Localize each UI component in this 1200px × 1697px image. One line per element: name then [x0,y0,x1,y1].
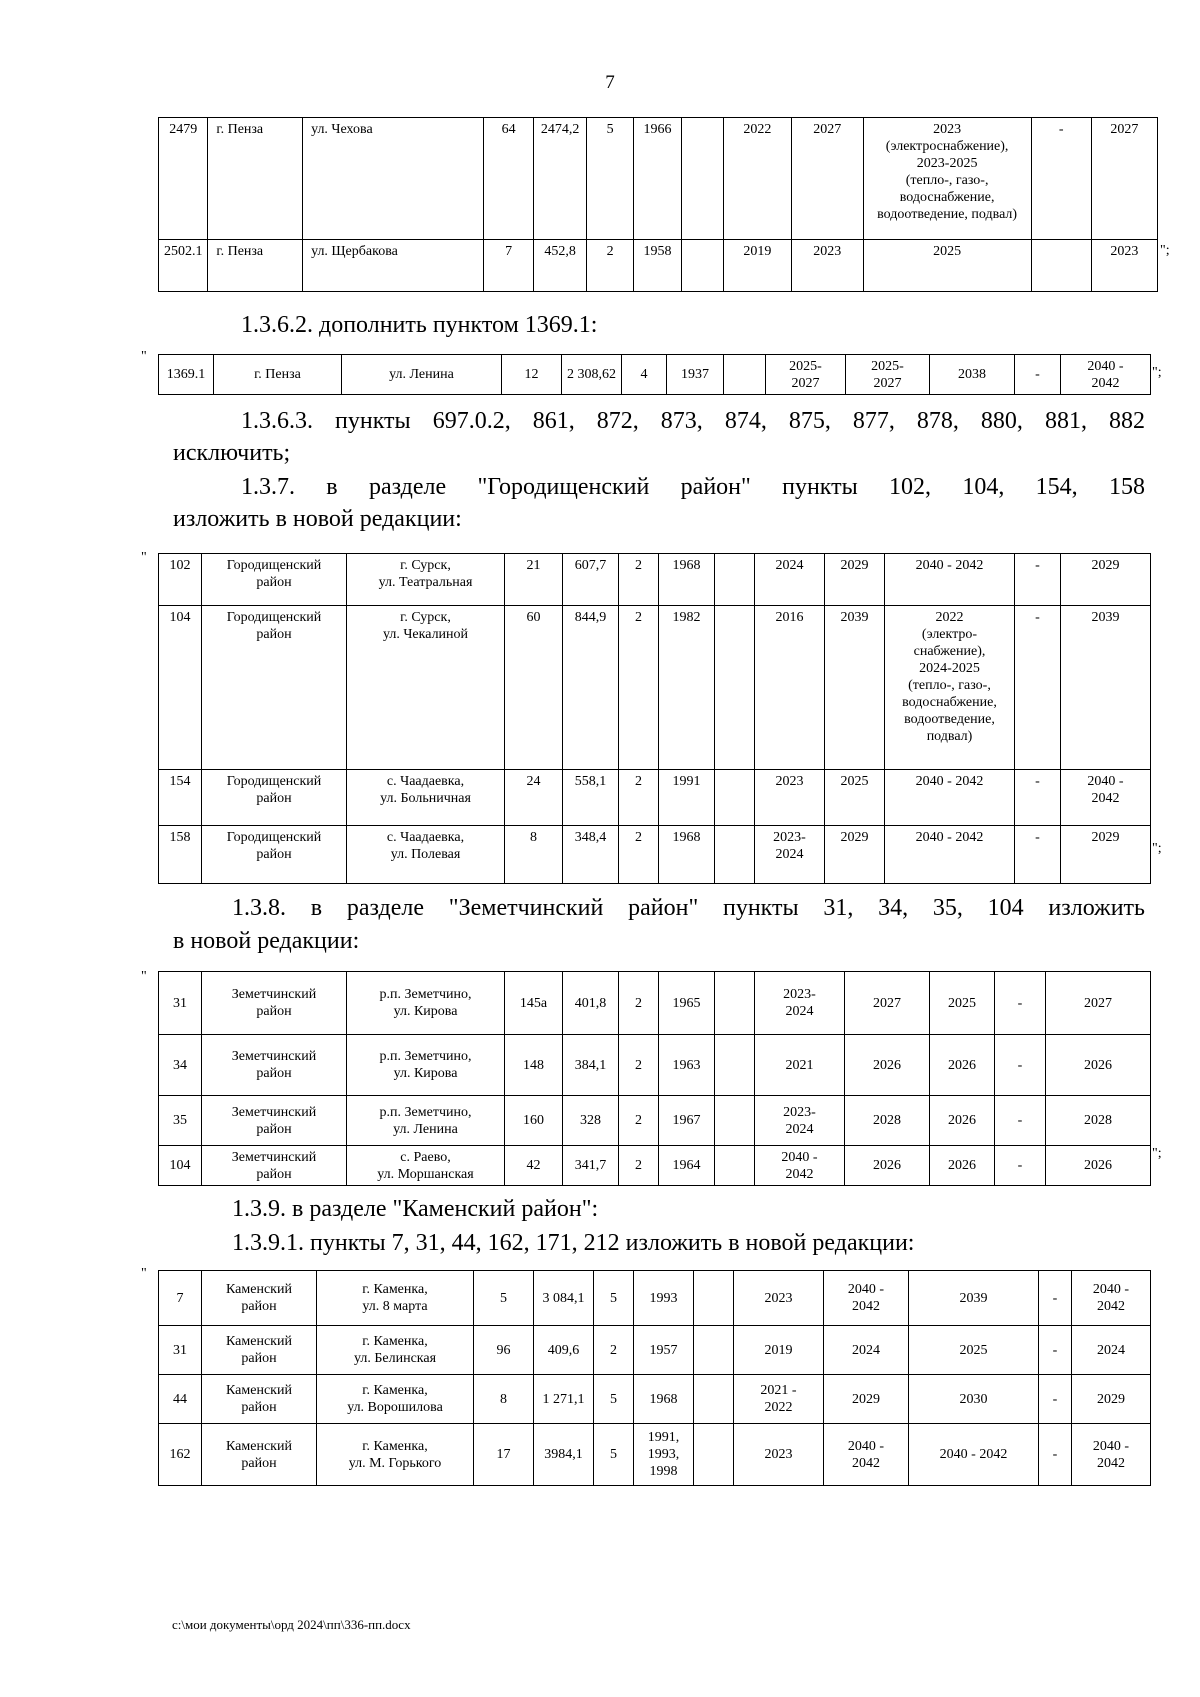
open-quote-mark: " [141,550,147,565]
table-cell: 145а [505,972,563,1035]
paragraph-1-3-7-continued: изложить в новой редакции: [173,506,462,532]
table-cell: 44 [159,1375,202,1424]
table-cell: 17 [474,1424,534,1486]
table-cell: 1968 [659,554,715,606]
table-cell: 21 [505,554,563,606]
table-cell: 1958 [634,240,681,292]
table-cell: Земетчинский район [202,1096,347,1146]
table-cell: 2021 [755,1035,845,1096]
table-cell: 31 [159,972,202,1035]
table-cell: 607,7 [563,554,619,606]
table-cell: - [1015,826,1061,884]
table-row [159,118,1158,240]
table-cell: 2027 [1091,118,1157,240]
table-cell: - [1015,554,1061,606]
table-cell: 2040 - 2042 [885,770,1015,826]
table-cell: г. Каменка, ул. 8 марта [317,1271,474,1326]
table-cell [724,355,766,395]
table-cell: 2024 [824,1326,909,1375]
table-cell: 2023 [734,1271,824,1326]
table-cell: 3 084,1 [534,1271,594,1326]
table-cell: 1 271,1 [534,1375,594,1424]
table-cell: 2029 [825,826,885,884]
table-cell: 2039 [825,606,885,770]
footer-file-path: c:\мои документы\орд 2024\пп\336-пп.docx [172,1617,411,1632]
table-cell: Городищенский район [202,770,347,826]
table-cell: 7 [483,240,533,292]
table-cell: 34 [159,1035,202,1096]
table-cell: 2026 [930,1146,995,1186]
table-cell: 2040 - 2042 [1061,355,1151,395]
table-cell: Городищенский район [202,826,347,884]
open-quote-mark: " [141,1266,147,1281]
table-cell: 2040 - 2042 [755,1146,845,1186]
table-cell: 31 [159,1326,202,1375]
close-quote-mark: "; [1160,243,1170,258]
table-cell: 2023 [792,240,864,292]
table-cell: 2025 [863,240,1031,292]
table-cell: 160 [505,1096,563,1146]
table-cell: 2022 [723,118,791,240]
table-cell: 3984,1 [534,1424,594,1486]
table-cell: 7 [159,1271,202,1326]
table-cell: 2025- 2027 [846,355,930,395]
table-cell: - [995,1096,1046,1146]
table-row [159,1375,1151,1424]
table-cell [681,118,723,240]
table-cell: 2028 [845,1096,930,1146]
close-quote-mark: "; [1152,365,1162,380]
paragraph-1-3-9-1: 1.3.9.1. пункты 7, 31, 44, 162, 171, 212 изложить в новой редакции: [232,1230,915,1256]
table-cell: г. Сурск, ул. Театральная [347,554,505,606]
table-cell: 64 [483,118,533,240]
table-cell: - [1031,118,1091,240]
table-row [159,826,1151,884]
table-cell: 1965 [659,972,715,1035]
table-cell: г. Каменка, ул. Ворошилова [317,1375,474,1424]
table-cell: 2 [619,770,659,826]
table-row [159,606,1151,770]
table-cell: 2040 - 2042 [885,826,1015,884]
table-cell: 2023- 2024 [755,826,825,884]
table-cell: 2039 [909,1271,1039,1326]
table-cell: Каменский район [202,1271,317,1326]
table-cell: 2 [594,1326,634,1375]
open-quote-mark: " [141,969,147,984]
table-cell: 2027 [845,972,930,1035]
table-cell: - [995,1146,1046,1186]
table-cell: 1369.1 [159,355,214,395]
table-cell: 2026 [845,1146,930,1186]
table-cell: - [1039,1424,1072,1486]
table-cell: 2025 [930,972,995,1035]
table-cell: 2019 [723,240,791,292]
table-cell: 8 [474,1375,534,1424]
table-cell: 2040 - 2042 [1072,1424,1151,1486]
table-cell: 2024 [755,554,825,606]
close-quote-mark: "; [1152,1146,1162,1161]
table-cell: 2040 - 2042 [1072,1271,1151,1326]
table-cell: 148 [505,1035,563,1096]
table-cell: 2023 [734,1424,824,1486]
table-cell: 2021 - 2022 [734,1375,824,1424]
table-cell: 2026 [845,1035,930,1096]
table-cell: 2029 [1061,826,1151,884]
table-cell: 409,6 [534,1326,594,1375]
table-cell: 2502.1 [159,240,208,292]
table-cell: 401,8 [563,972,619,1035]
table-row [159,1035,1151,1096]
table-cell: 12 [502,355,562,395]
table-cell: 5 [594,1271,634,1326]
table-cell [694,1271,734,1326]
table-cell: ул. Щербакова [303,240,484,292]
table-cell: 2022 (электро- снабжение), 2024-2025 (тепло-, газо-, водоснабжение, водоотведение, подвал) [885,606,1015,770]
table-cell: г. Каменка, ул. Белинская [317,1326,474,1375]
table-cell: 2029 [1072,1375,1151,1424]
table-cell: 2023 [1091,240,1157,292]
table-row [159,240,1158,292]
table-cell: 2030 [909,1375,1039,1424]
open-quote-mark: " [141,349,147,364]
table-cell: - [995,1035,1046,1096]
table-cell: 2040 - 2042 [1061,770,1151,826]
table-cell: 4 [622,355,667,395]
table-cell: 1964 [659,1146,715,1186]
table-cell: 2025 [909,1326,1039,1375]
table-cell: 1991 [659,770,715,826]
table-cell: г. Каменка, ул. М. Горького [317,1424,474,1486]
table-cell: г. Пенза [208,240,303,292]
table-cell: 2026 [930,1096,995,1146]
table-cell: 8 [505,826,563,884]
page-number: 7 [605,72,615,93]
table-cell [715,554,755,606]
table-cell: 1937 [667,355,724,395]
table-cell: 2 [619,1146,659,1186]
table-cell: 2040 - 2042 [824,1424,909,1486]
table-cell: 162 [159,1424,202,1486]
table-cell [715,972,755,1035]
table-cell: 384,1 [563,1035,619,1096]
table-cell: 328 [563,1096,619,1146]
table-cell: Земетчинский район [202,972,347,1035]
table-cell: 2 [619,1035,659,1096]
table-row [159,770,1151,826]
table-cell: 2 [619,606,659,770]
table-cell: 2474,2 [534,118,587,240]
table-cell: 2027 [1046,972,1151,1035]
table-cell: Городищенский район [202,606,347,770]
table-cell: 2040 - 2042 [909,1424,1039,1486]
table-cell: 2023 (электроснабжение), 2023-2025 (тепло-, газо-, водоснабжение, водоотведение, подвал) [863,118,1031,240]
table-cell: ул. Чехова [303,118,484,240]
table-cell: Каменский район [202,1424,317,1486]
table-cell: 102 [159,554,202,606]
table-cell: р.п. Земетчино, ул. Ленина [347,1096,505,1146]
table-kamensky-district [158,1270,1151,1486]
table-row [159,1146,1151,1186]
table-cell: 2 [619,826,659,884]
table-cell: 1982 [659,606,715,770]
table-cell: 2 [619,1096,659,1146]
table-cell: 104 [159,1146,202,1186]
table-cell: 2 [619,554,659,606]
table-cell: 5 [586,118,633,240]
table-cell: 2026 [930,1035,995,1096]
table-cell [715,826,755,884]
table-cell [694,1375,734,1424]
table-cell: 2038 [930,355,1015,395]
table-cell: 558,1 [563,770,619,826]
table-cell: - [1039,1326,1072,1375]
table-cell: 2019 [734,1326,824,1375]
table-cell: 2026 [1046,1146,1151,1186]
table-cell: Городищенский район [202,554,347,606]
table-cell: с. Чаадаевка, ул. Больничная [347,770,505,826]
table-cell [1031,240,1091,292]
table-cell: Каменский район [202,1375,317,1424]
table-penza-continued [158,117,1158,292]
table-cell: 2039 [1061,606,1151,770]
table-row [159,1271,1151,1326]
table-cell: 35 [159,1096,202,1146]
table-cell: 1966 [634,118,681,240]
table-cell: 158 [159,826,202,884]
table-cell: - [1039,1271,1072,1326]
table-cell: 1993 [634,1271,694,1326]
table-cell: 2026 [1046,1035,1151,1096]
table-cell: 1963 [659,1035,715,1096]
table-cell: г. Сурск, ул. Чекалиной [347,606,505,770]
table-cell: 2 [586,240,633,292]
table-cell: - [1015,606,1061,770]
table-cell: 2029 [1061,554,1151,606]
close-quote-mark: "; [1152,841,1162,856]
table-cell: 1991, 1993, 1998 [634,1424,694,1486]
table-cell: 42 [505,1146,563,1186]
table-cell: 2016 [755,606,825,770]
table-cell: р.п. Земетчино, ул. Кирова [347,972,505,1035]
table-cell: 2028 [1046,1096,1151,1146]
table-cell: 2029 [824,1375,909,1424]
table-cell: - [1039,1375,1072,1424]
table-cell: 452,8 [534,240,587,292]
table-cell: 2023 [755,770,825,826]
table-cell: р.п. Земетчино, ул. Кирова [347,1035,505,1096]
table-cell: 2 [619,972,659,1035]
table-cell: 5 [474,1271,534,1326]
table-cell [715,1096,755,1146]
paragraph-1-3-9: 1.3.9. в разделе "Каменский район": [232,1196,599,1222]
table-cell: Каменский район [202,1326,317,1375]
table-cell: 2029 [825,554,885,606]
table-cell: - [995,972,1046,1035]
table-cell: 844,9 [563,606,619,770]
table-cell: 2025 [825,770,885,826]
table-cell: 60 [505,606,563,770]
table-cell: 2025- 2027 [766,355,846,395]
paragraph-1-3-6-2: 1.3.6.2. дополнить пунктом 1369.1: [241,312,598,338]
table-cell [715,1035,755,1096]
table-cell: 1968 [634,1375,694,1424]
table-cell: 2027 [792,118,864,240]
table-row [159,1424,1151,1486]
table-cell: Земетчинский район [202,1035,347,1096]
table-cell: 2023- 2024 [755,972,845,1035]
table-cell: 2040 - 2042 [885,554,1015,606]
table-cell: 2479 [159,118,208,240]
table-row [159,554,1151,606]
table-item-1369-1 [158,354,1151,395]
table-cell: г. Пенза [208,118,303,240]
table-cell: 96 [474,1326,534,1375]
table-cell: 1957 [634,1326,694,1375]
table-cell: с. Чаадаевка, ул. Полевая [347,826,505,884]
table-row [159,1326,1151,1375]
table-row [159,972,1151,1035]
table-cell [694,1326,734,1375]
table-row [159,355,1151,395]
table-cell: - [1015,770,1061,826]
table-cell: 1967 [659,1096,715,1146]
table-cell [681,240,723,292]
table-cell [715,770,755,826]
paragraph-1-3-6-3-continued: исключить; [173,440,291,466]
table-cell: 5 [594,1375,634,1424]
table-cell: 2024 [1072,1326,1151,1375]
paragraph-1-3-6-3: 1.3.6.3. пункты 697.0.2, 861, 872, 873, 874, 875, 877, 878, 880, 881, 882 [241,408,1145,434]
paragraph-1-3-8: 1.3.8. в разделе "Земетчинский район" пункты 31, 34, 35, 104 изложить [232,895,1145,921]
table-cell [715,606,755,770]
table-cell: Земетчинский район [202,1146,347,1186]
table-cell: 2040 - 2042 [824,1271,909,1326]
table-cell: 24 [505,770,563,826]
table-cell: г. Пенза [214,355,342,395]
table-gorodishchensky-district [158,553,1151,884]
paragraph-1-3-7: 1.3.7. в разделе "Городищенский район" пункты 102, 104, 154, 158 [241,474,1145,500]
table-cell: 348,4 [563,826,619,884]
table-zemetchinsky-district [158,971,1151,1186]
table-cell: 2023- 2024 [755,1096,845,1146]
table-cell: - [1015,355,1061,395]
table-cell [715,1146,755,1186]
table-cell: ул. Ленина [342,355,502,395]
table-cell: 1968 [659,826,715,884]
table-cell: 2 308,62 [562,355,622,395]
table-cell: 341,7 [563,1146,619,1186]
table-cell: с. Раево, ул. Моршанская [347,1146,505,1186]
table-row [159,1096,1151,1146]
table-cell: 5 [594,1424,634,1486]
table-cell: 104 [159,606,202,770]
paragraph-1-3-8-continued: в новой редакции: [173,928,360,954]
table-cell: 154 [159,770,202,826]
table-cell [694,1424,734,1486]
